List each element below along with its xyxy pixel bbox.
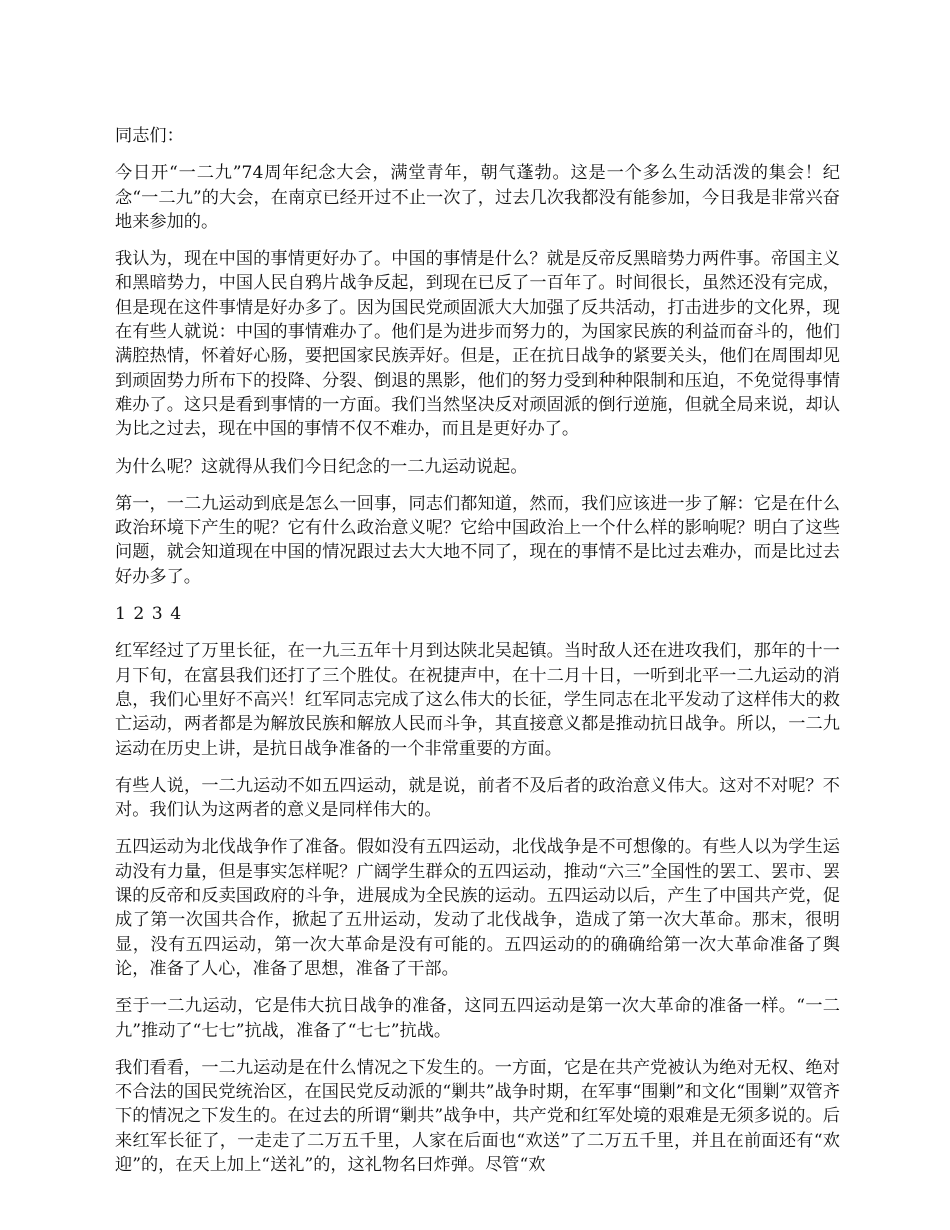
paragraph: 至于一二九运动，它是伟大抗日战争的准备，这同五四运动是第一次大革命的准备一样。“一二九”推动了“七七”抗战，准备了“七七”抗战。 [115,996,840,1041]
paragraph: 五四运动为北伐战争作了准备。假如没有五四运动，北伐战争是不可想像的。有些人以为学生运动没有力量，但是事实怎样呢？广阔学生群众的五四运动，推动“六三”全国性的罢工、罢市、罢课的反帝和反卖国政府的斗争，进展成为全民族的运动。五四运动以后，产生了中国共产党，促成了第一次国共合作，掀起了五卅运动，发动了北伐战争，造成了第一次大革命。那末，很明显，没有五四运动，第一次大革命是没有可能的。五四运动的的确确给第一次大革命准备了舆论，准备了人心，准备了思想，准备了干部。 [115,837,840,979]
paragraph: 红军经过了万里长征，在一九三五年十月到达陕北吴起镇。当时敌人还在进攻我们，那年的十一月下旬，在富县我们还打了三个胜仗。在祝捷声中，在十二月十日，一听到北平一二九运动的消息，我们心里好不高兴！红军同志完成了这么伟大的长征，学生同志在北平发动了这样伟大的救亡运动，两者都是为解放民族和解放人民而斗争，其直接意义都是推动抗日战争。所以，一二九运动在历史上讲，是抗日战争准备的一个非常重要的方面。 [115,641,840,759]
paragraph: 有些人说，一二九运动不如五四运动，就是说，前者不及后者的政治意义伟大。这对不对呢？不对。我们认为这两者的意义是同样伟大的。 [115,775,840,821]
paragraph: 我们看看，一二九运动是在什么情况之下发生的。一方面，它是在共产党被认为绝对无权、绝对不合法的国民党统治区，在国民党反动派的“剿共”战争时期，在军事“围剿”和文化“围剿”双管齐下的情况之下发生的。在过去的所谓“剿共”战争中，共产党和红军处境的艰难是无须多说的。后来红军长征了，一走走了二万五千里，人家在后面也“欢送”了二万五千里，并且在前面还有“欢迎”的，在天上加上“送礼”的，这礼物名曰炸弹。尽管“欢 [115,1057,840,1175]
document-body [115,124,840,1190]
paragraph: 第一，一二九运动到底是怎么一回事，同志们都知道，然而，我们应该进一步了解：它是在什么政治环境下产生的呢？它有什么政治意义呢？它给中国政治上一个什么样的影响呢？明白了这些问题，就会知道现在中国的情况跟过去大大地不同了，现在的事情不是比过去难办，而是比过去好办多了。 [115,493,840,587]
page-numbers[interactable]: 1 2 3 4 [115,604,183,625]
greeting: 同志们： [115,126,184,146]
paragraph: 今日开“一二九”74周年纪念大会，满堂青年，朝气蓬勃。这是一个多么生动活泼的集会！纪念“一二九”的大会，在南京已经开过不止一次了，过去几次我都没有能参加，今日我是非常兴奋地来参加的。 [115,163,840,232]
paragraph: 我认为，现在中国的事情更好办了。中国的事情是什么？就是反帝反黑暗势力两件事。帝国主义和黑暗势力，中国人民自鸦片战争反起，到现在已反了一百年了。时间很长，虽然还没有完成，但是现在这件事情是好办多了。因为国民党顽固派大大加强了反共活动，打击进步的文化界，现在有些人就说：中国的事情难办了。他们是为进步而努力的，为国家民族的利益而奋斗的，他们满腔热情，怀着好心肠，要把国家民族弄好。但是，正在抗日战争的紧要关头，他们在周围却见到顽固势力所布下的投降、分裂、倒退的黑影，他们的努力受到种种限制和压迫，不免觉得事情难办了。这只是看到事情的一方面。我们当然坚决反对顽固派的倒行逆施，但就全局来说，却认为比之过去，现在中国的事情不仅不难办，而且是更好办了。 [115,249,840,440]
paragraph: 为什么呢？这就得从我们今日纪念的一二九运动说起。 [115,456,528,477]
